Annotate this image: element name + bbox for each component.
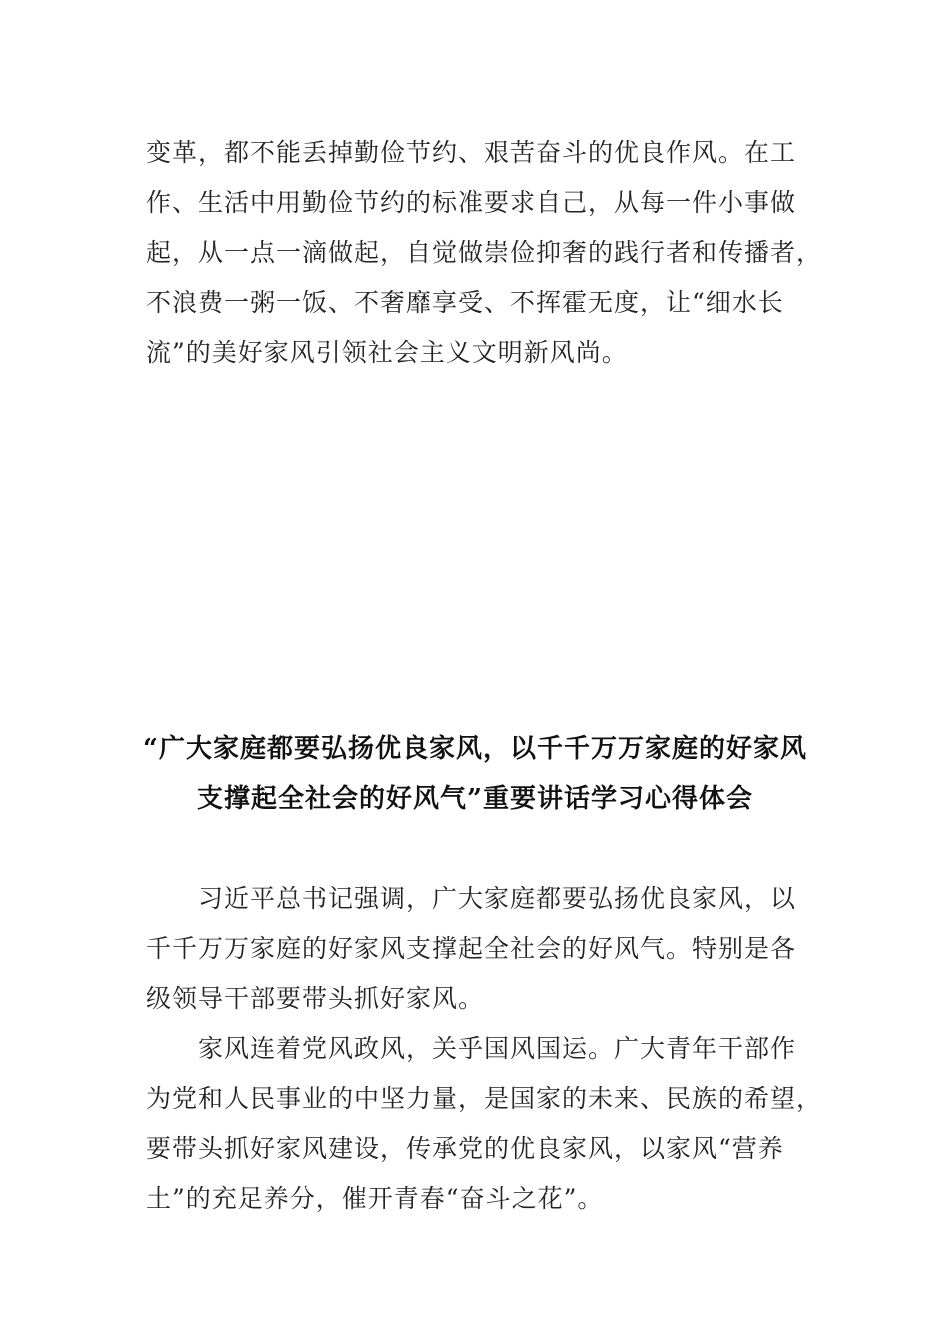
title-line: 支撑起全社会的好风气”重要讲话学习心得体会: [197, 784, 753, 814]
paragraph-line: 变革，都不能丢掉勤俭节约、艰苦奋斗的优良作风。在工: [146, 138, 797, 167]
paragraph-line: 级领导干部要带头抓好家风。: [146, 984, 485, 1013]
paragraph-line: 千千万万家庭的好家风支撑起全社会的好风气。特别是各: [146, 934, 797, 963]
paragraph-line: 为党和人民事业的中坚力量，是国家的未来、民族的希望，: [146, 1084, 823, 1113]
paragraph-line: 不浪费一粥一饭、不奢靡享受、不挥霍无度，让“细水长: [146, 288, 784, 317]
paragraph-line: 习近平总书记强调，广大家庭都要弘扬优良家风，以: [198, 884, 797, 913]
continued-paragraph: [146, 128, 823, 378]
paragraph-line: 家风连着党风政风，关乎国风国运。广大青年干部作: [198, 1034, 797, 1063]
paragraph-line: 起，从一点一滴做起，自觉做崇俭抑奢的践行者和传播者，: [146, 238, 823, 267]
paragraph-line: 作、生活中用勤俭节约的标准要求自己，从每一件小事做: [146, 188, 797, 217]
paragraph-line: 要带头抓好家风建设，传承党的优良家风，以家风“营养: [146, 1134, 784, 1163]
paragraph-1: [146, 874, 806, 1024]
title-line: “广大家庭都要弘扬优良家风，以千千万万家庭的好家风: [143, 734, 807, 764]
paragraph-2: [146, 1024, 823, 1224]
paragraph-line: 土”的充足养分，催开青春“奋斗之花”。: [146, 1184, 604, 1213]
paragraph-line: 流”的美好家风引领社会主义文明新风尚。: [146, 338, 628, 367]
article-title: [100, 724, 850, 824]
